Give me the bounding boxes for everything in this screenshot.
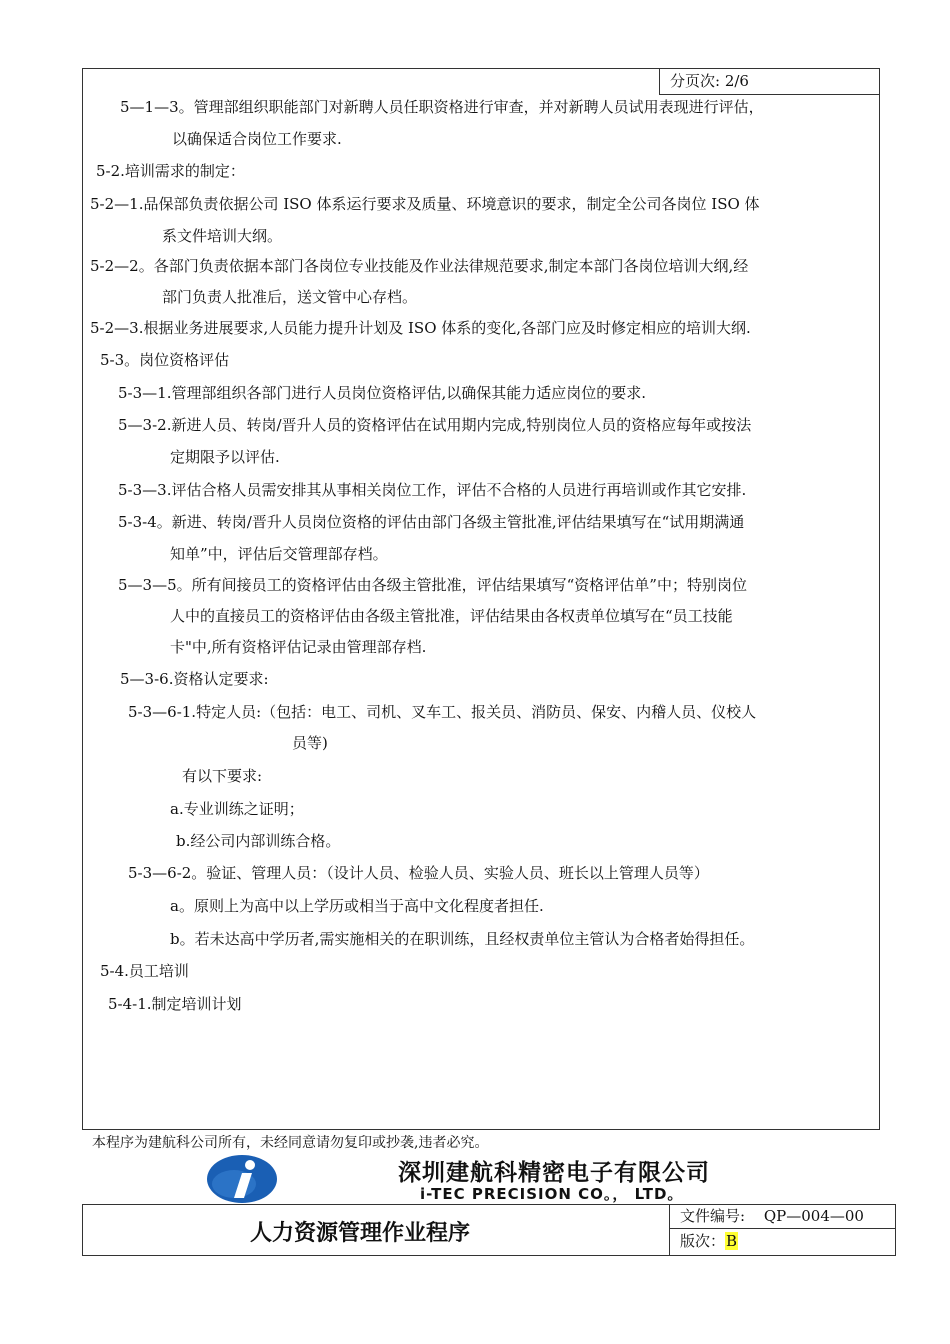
document-title: 人力资源管理作业程序 <box>250 1221 471 1246</box>
text-line: 系文件培训大纲。 <box>162 227 283 245</box>
text-line: 有以下要求: <box>182 767 263 785</box>
text-line: a.专业训练之证明； <box>170 800 304 818</box>
text-line: 5-3。岗位资格评估 <box>100 351 230 369</box>
text-line: 5-2.培训需求的制定： <box>96 162 245 180</box>
version-value: B <box>726 1232 738 1250</box>
copyright-note: 本程序为建航科公司所有，未经同意请勿复印或抄袭,违者必究。 <box>92 1135 489 1151</box>
text-line: 5-4-1.制定培训计划 <box>108 995 242 1013</box>
text-line: 5—3-2.新进人员、转岗/晋升人员的资格评估在试用期内完成,特别岗位人员的资格应每年或按法 <box>118 416 752 434</box>
text-line: 人中的直接员工的资格评估由各级主管批准，评估结果由各权责单位填写在“员工技能 <box>170 607 733 625</box>
doc-number-row <box>670 1204 896 1229</box>
text-line: 员等) <box>292 734 328 752</box>
text-line: 部门负责人批准后，送文管中心存档。 <box>162 288 418 306</box>
text-line: 知单”中，评估后交管理部存档。 <box>170 545 388 563</box>
text-line: 5-3—1.管理部组织各部门进行人员岗位资格评估,以确保其能力适应岗位的要求. <box>118 384 647 402</box>
doc-number-label: 文件编号: <box>680 1207 746 1225</box>
company-name-cn: 深圳建航科精密电子有限公司 <box>398 1160 710 1186</box>
text-line: b.经公司内部训练合格。 <box>176 832 341 850</box>
text-line: a。原则上为高中以上学历或相当于高中文化程度者担任. <box>170 897 544 915</box>
doc-number-value: QP—004—00 <box>763 1207 864 1225</box>
i-logo-icon <box>206 1154 278 1204</box>
text-line: 5-2—1.品保部负责依据公司 ISO 体系运行要求及质量、环境意识的要求，制定全公司各岗位 ISO 体 <box>90 195 760 213</box>
text-line: b。若未达高中学历者,需实施相关的在职训练，且经权责单位主管认为合格者始得担任。 <box>170 930 755 948</box>
version-row <box>670 1229 896 1254</box>
text-line: 5—3—5。所有间接员工的资格评估由各级主管批准，评估结果填写“资格评估单”中；特别岗位 <box>118 576 747 594</box>
text-line: 5—3-6.资格认定要求: <box>120 670 269 688</box>
version-label: 版次： <box>680 1232 726 1250</box>
document-meta <box>669 1204 896 1256</box>
text-line: 5-2—3.根据业务进展要求,人员能力提升计划及 ISO 体系的变化,各部门应及时修定相应的培训大纲. <box>90 319 751 337</box>
text-line: 以确保适合岗位工作要求. <box>172 130 342 148</box>
text-line: 5-3—6-1.特定人员:（包括：电工、司机、叉车工、报关员、消防员、保安、内稽人员、仪校人 <box>128 703 757 721</box>
text-line: 5—1—3。管理部组织职能部门对新聘人员任职资格进行审查，并对新聘人员试用表现进行评估， <box>120 98 764 116</box>
page-number: 分页次: 2/6 <box>659 68 880 95</box>
text-line: 5-3—3.评估合格人员需安排其从事相关岗位工作，评估不合格的人员进行再培训或作其它安排. <box>118 481 747 499</box>
text-line: 5-3-4。新进、转岗/晋升人员岗位资格的评估由部门各级主管批准,评估结果填写在“试用期满通 <box>118 513 745 531</box>
text-line: 5-3—6-2。验证、管理人员：（设计人员、检验人员、实验人员、班长以上管理人员等） <box>128 864 709 882</box>
text-line: 5-2—2。各部门负责依据本部门各岗位专业技能及作业法律规范要求,制定本部门各岗位培训大纲,经 <box>90 257 749 275</box>
company-name-en: i-TEC PRECISION CO。， LTD。 <box>420 1185 684 1203</box>
text-line: 卡"中,所有资格评估记录由管理部存档. <box>170 638 427 656</box>
text-line: 定期限予以评估. <box>170 448 280 466</box>
text-line: 5-4.员工培训 <box>100 962 189 980</box>
